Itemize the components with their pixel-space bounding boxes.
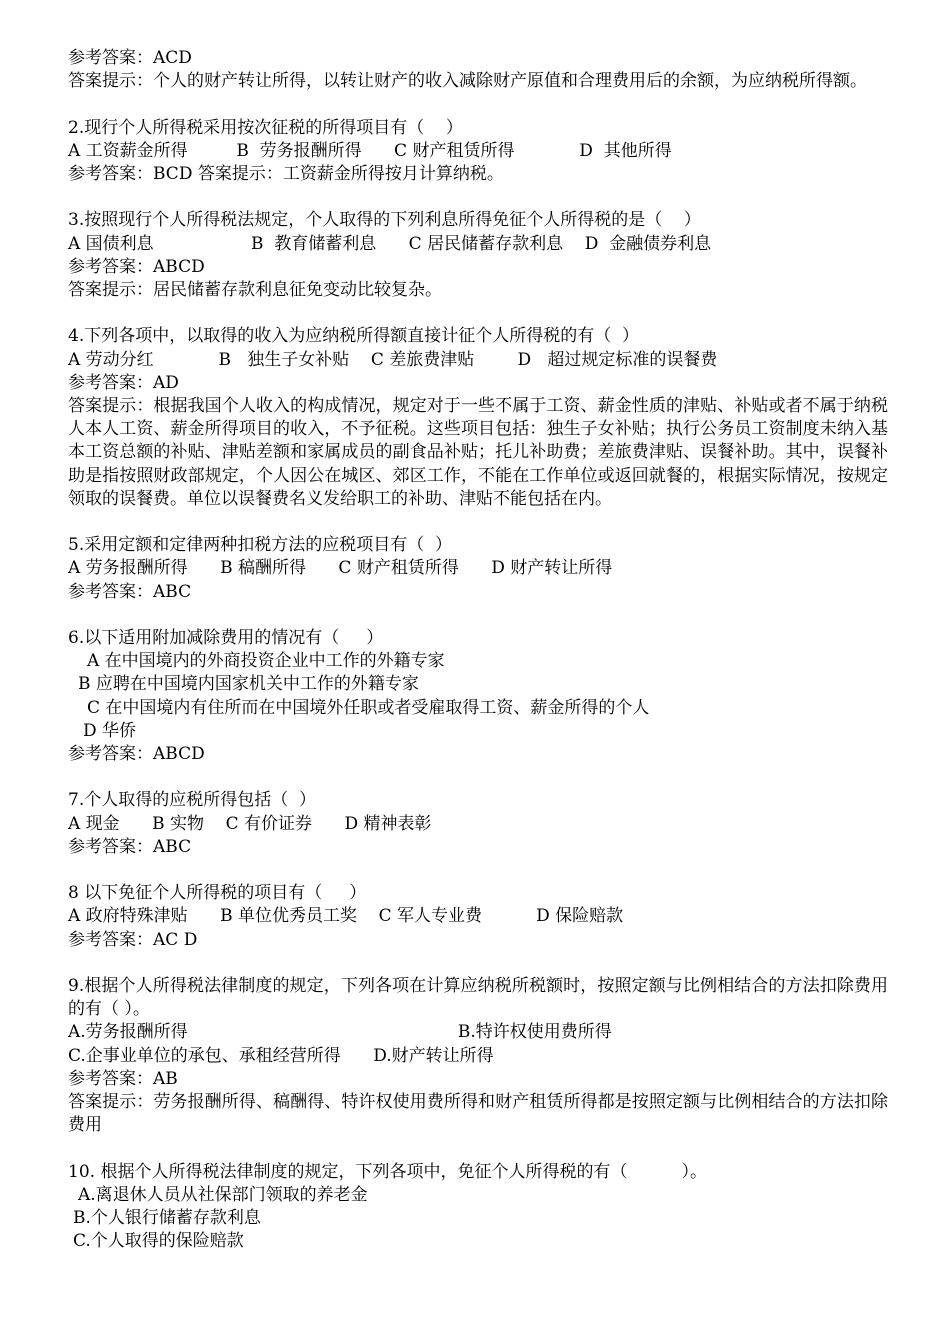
question-10: 10. 根据个人所得税法律制度的规定，下列各项中，免征个人所得税的有（ ）。 [68, 1161, 707, 1182]
question-7-options: A 现金 B 实物 C 有价证券 D 精神表彰 [68, 813, 432, 834]
answer-hint: 答案提示：个人的财产转让所得，以转让财产的收入减除财产原值和合理费用后的余额，为应纳税所得额。 [68, 71, 867, 92]
question-2: 2.现行个人所得税采用按次征税的所得项目有（ ） [68, 117, 463, 138]
question-5-options: A 劳务报酬所得 B 稿酬所得 C 财产租赁所得 D 财产转让所得 [68, 558, 613, 579]
question-10-option-a: A.离退休人员从社保部门领取的养老金 [78, 1184, 368, 1205]
question-3-options: A 国债利息 B 教育储蓄利息 C 居民储蓄存款利息 D 金融债券利息 [68, 233, 712, 254]
question-3-answer: 参考答案：ABCD [68, 256, 205, 277]
answer-line: 参考答案：ACD [68, 48, 192, 68]
question-3-hint: 答案提示：居民储蓄存款利息征免变动比较复杂。 [68, 280, 442, 300]
question-4-answer: 参考答案：AD [68, 372, 179, 393]
question-7: 7.个人取得的应税所得包括（ ） [68, 790, 317, 811]
question-8-options: A 政府特殊津贴 B 单位优秀员工奖 C 军人专业费 D 保险赔款 [68, 906, 624, 927]
question-2-options: A 工资薪金所得 B 劳务报酬所得 C 财产租赁所得 D 其他所得 [68, 140, 672, 161]
question-2-answer: 参考答案：BCD 答案提示：工资薪金所得按月计算纳税。 [68, 164, 504, 184]
question-6-option-d: D 华侨 [83, 720, 137, 741]
question-7-answer: 参考答案：ABC [68, 836, 192, 857]
question-4-hint: 答案提示：根据我国个人收入的构成情况，规定对于一些不属于工资、薪金性质的津贴、补贴或者不属于纳税人本人工资、薪金所得项目的收入，不予征税。这些项目包括：独生子女补贴；执行公务员工资制度未纳入基本工资总额的补贴、津贴差额和家属成员的副食品补贴；托儿补助费；差旅费津贴、误餐补助。其中，误餐补助是指按照财政部规定，个人因公在城区、郊区工作，不能在工作单位或返回就餐的，根据实际情况，按规定领取的误餐费。单位以误餐费名义发给职工的补助、津贴不能包括在内。 [68, 396, 888, 509]
question-6-option-b: B 应聘在中国境内国家机关中工作的外籍专家 [78, 674, 419, 695]
question-10-option-c: C.个人取得的保险赔款 [73, 1231, 244, 1252]
question-6-option-a: A 在中国境内的外商投资企业中工作的外籍专家 [87, 651, 445, 672]
question-5-answer: 参考答案：ABC [68, 581, 192, 602]
question-3: 3.按照现行个人所得税法规定，个人取得的下列利息所得免征个人所得税的是（ ） [68, 210, 701, 231]
question-9-answer: 参考答案：AB [68, 1068, 178, 1089]
question-10-option-b: B.个人银行储蓄存款利息 [73, 1208, 261, 1229]
question-4: 4.下列各项中，以取得的收入为应纳税所得额直接计征个人所得税的有（ ） [68, 326, 640, 347]
question-4-options: A 劳动分红 B 独生子女补贴 C 差旅费津贴 D 超过规定标准的误餐费 [68, 349, 718, 370]
question-6: 6.以下适用附加减除费用的情况有（ ） [68, 628, 384, 648]
question-9-hint: 答案提示：劳务报酬所得、稿酬得、特许权使用费所得和财产租赁所得都是按照定额与比例相结合的方法扣除费用 [68, 1092, 888, 1136]
question-6-answer: 参考答案：ABCD [68, 744, 205, 765]
question-9-options-cd: C.企事业单位的承包、承租经营所得 D.财产转让所得 [68, 1045, 494, 1066]
question-6-option-c: C 在中国境内有住所而在中国境外任职或者受雇取得工资、薪金所得的个人 [87, 697, 650, 718]
document-page [68, 47, 888, 1253]
question-8: 8 以下免征个人所得税的项目有（ ） [68, 883, 367, 904]
question-9: 9.根据个人所得税法律制度的规定，下列各项在计算应纳税所税额时，按照定额与比例相结合的方法扣除费用的有（ ）。 [68, 976, 888, 1020]
question-9-options-ab: A.劳务报酬所得 B.特许权使用费所得 [68, 1022, 612, 1043]
question-8-answer: 参考答案：AC D [68, 929, 198, 950]
question-5: 5.采用定额和定律两种扣税方法的应税项目有（ ） [68, 535, 453, 556]
